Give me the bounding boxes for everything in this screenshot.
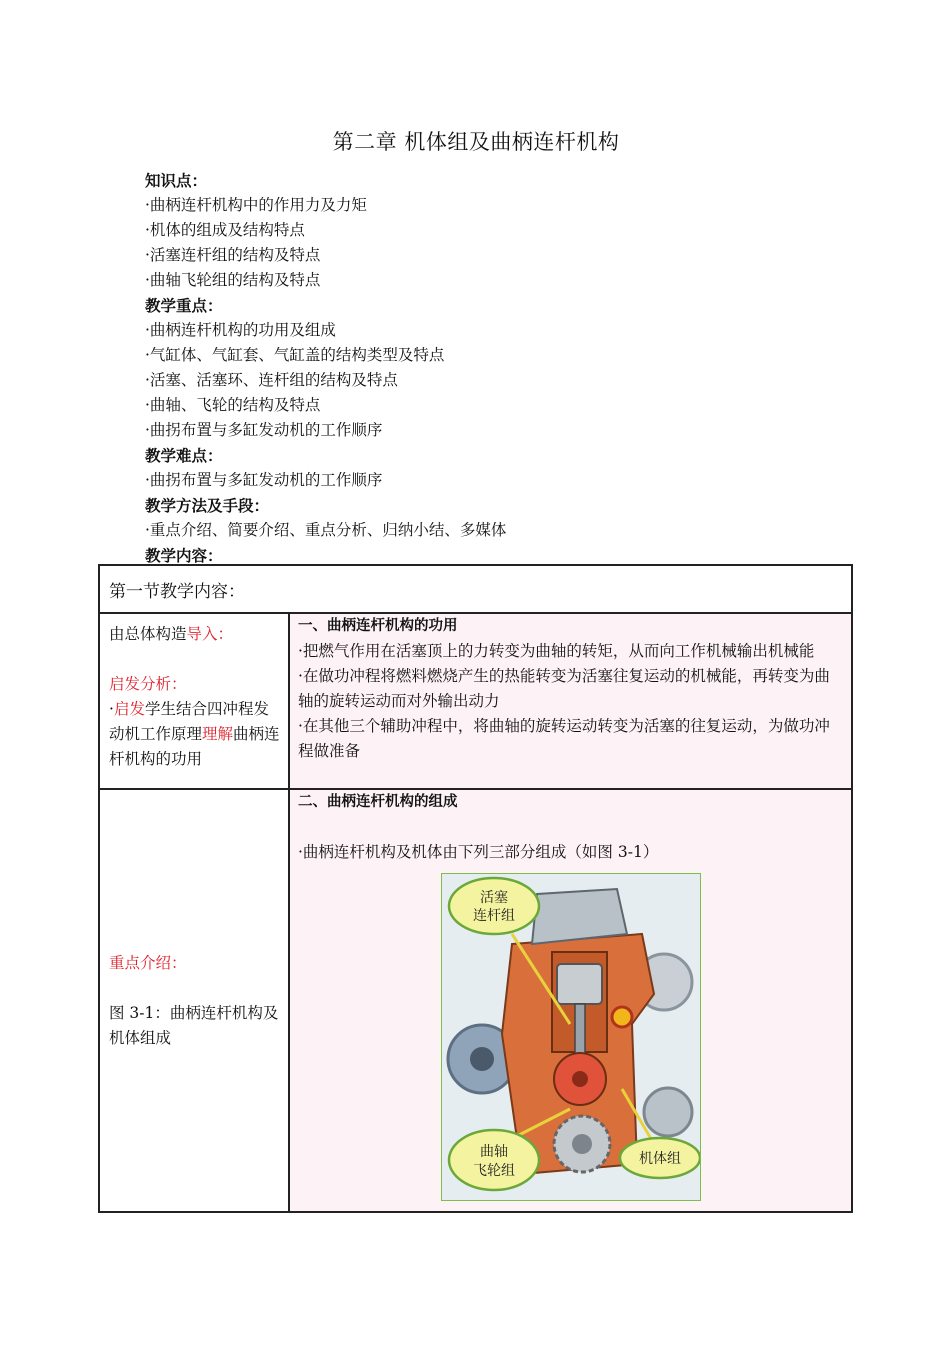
composition-text: ·曲柄连杆机构及机体由下列三部分组成（如图 3-1）	[298, 843, 659, 861]
intro-text: 由总体构造	[109, 625, 187, 643]
page-title: 第二章 机体组及曲柄连杆机构	[332, 130, 620, 154]
function-item: ·在其他三个辅助冲程中，将曲轴的旋转运动转变为活塞的往复运动，为做功冲程做准备	[298, 717, 830, 760]
callout-crank-line2: 飞轮组	[473, 1163, 515, 1179]
function-item: ·在做功冲程将燃料燃烧产生的热能转变为活塞往复运动的机械能，再转变为曲轴的旋转运动而对外输出动力	[298, 667, 830, 710]
key-intro-heading: 重点介绍：	[109, 953, 187, 972]
section-title: 第一节教学内容：	[99, 565, 852, 613]
lesson-content-table	[98, 564, 853, 1213]
figure-caption: 图 3-1：曲柄连杆机构及机体组成	[109, 1003, 279, 1047]
function-item: ·把燃气作用在活塞顶上的力转变为曲轴的转矩，从而向工作机械输出机械能	[298, 642, 815, 660]
analysis-heading: 启发分析：	[109, 675, 187, 693]
content-heading: 教学内容：	[145, 546, 223, 565]
engine-cutaway-figure	[441, 873, 701, 1201]
intro-line	[109, 622, 280, 647]
row2-left-cell	[99, 789, 289, 1212]
methods-heading: 教学方法及手段：	[145, 496, 270, 515]
key-point-item: ·活塞、活塞环、连杆组的结构及特点	[145, 371, 398, 389]
composition-heading: 二、曲柄连杆机构的组成	[298, 794, 458, 810]
methods-item: ·重点介绍、简要介绍、重点分析、归纳小结、多媒体	[145, 521, 507, 539]
analysis-bullet: ·启发学生结合四冲程发动机工作原理理解曲柄连杆机构的功用	[109, 700, 280, 768]
knowledge-heading: 知识点：	[145, 171, 208, 190]
key-point-item: ·曲拐布置与多缸发动机的工作顺序	[145, 421, 383, 439]
callout-piston-line1: 活塞	[480, 890, 508, 906]
knowledge-item: ·机体的组成及结构特点	[145, 221, 305, 239]
key-point-item: ·气缸体、气缸套、气缸盖的结构类型及特点	[145, 346, 445, 364]
knowledge-item: ·活塞连杆组的结构及特点	[145, 246, 321, 264]
callout-body: 机体组	[639, 1151, 681, 1167]
engine-illustration	[442, 874, 700, 1200]
syllabus-outline	[145, 168, 845, 568]
row1-right-cell	[289, 613, 852, 789]
key-points-heading: 教学重点：	[145, 296, 223, 315]
difficult-points-heading: 教学难点：	[145, 446, 223, 465]
callout-crank-line1: 曲轴	[480, 1144, 508, 1160]
row2-right-cell	[289, 789, 852, 1212]
function-heading: 一、曲柄连杆机构的功用	[298, 618, 458, 634]
key-point-item: ·曲轴、飞轮的结构及特点	[145, 396, 321, 414]
key-point-item: ·曲柄连杆机构的功用及组成	[145, 321, 336, 339]
intro-red-text: 导入：	[186, 625, 234, 643]
knowledge-item: ·曲轴飞轮组的结构及特点	[145, 271, 321, 289]
difficult-point-item: ·曲拐布置与多缸发动机的工作顺序	[145, 471, 383, 489]
callout-piston-line2: 连杆组	[473, 908, 515, 924]
row1-left-cell	[99, 613, 289, 789]
knowledge-item: ·曲柄连杆机构中的作用力及力矩	[145, 196, 367, 214]
